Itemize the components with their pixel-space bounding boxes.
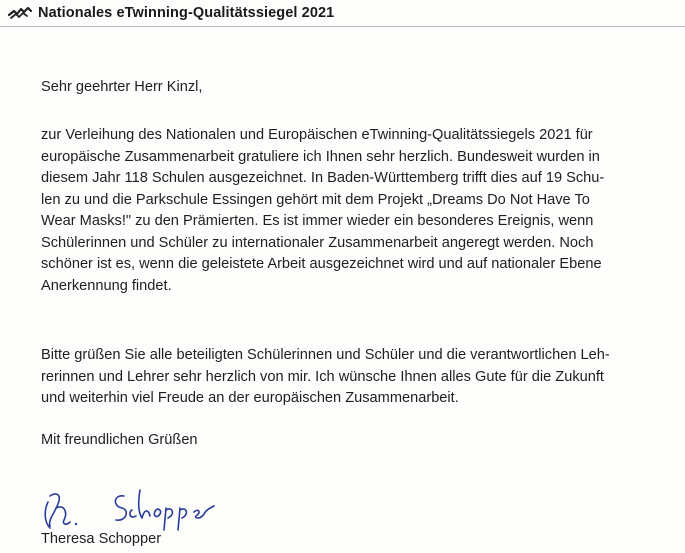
paragraph-2 — [41, 345, 666, 410]
paragraph-line: Anerkennung findet. — [41, 277, 172, 294]
etwinning-logo-icon — [8, 6, 32, 20]
paragraph-line: europäische Zusammenarbeit gratuliere ich Ihnen sehr herzlich. Bundesweit wurden in — [41, 148, 600, 165]
header-divider — [0, 26, 685, 27]
paragraph-line: len zu und die Parkschule Essingen gehört mit dem Projekt „Dreams Do Not Have To — [41, 191, 590, 208]
salutation: Sehr geehrter Herr Kinzl, — [41, 79, 203, 95]
header-title: Nationales eTwinning-Qualitätssiegel 2021 — [38, 5, 335, 21]
paragraph-line: Bitte grüßen Sie alle beteiligten Schülerinnen und Schüler und die verantwortlichen Leh- — [41, 347, 610, 363]
paragraph-line: und weiterhin viel Freude an der europäischen Zusammenarbeit. — [41, 390, 459, 406]
paragraph-line: Schülerinnen und Schüler zu internationaler Zusammenarbeit angeregt werden. Noch — [41, 234, 594, 251]
paragraph-1 — [41, 125, 666, 297]
signature-strokes — [45, 490, 214, 530]
closing-phrase: Mit freundlichen Grüßen — [41, 432, 198, 448]
paragraph-line: rerinnen und Lehrer sehr herzlich von mir. Ich wünsche Ihnen alles Gute für die Zukunft — [41, 368, 604, 385]
paragraph-line: zur Verleihung des Nationalen und Europäischen eTwinning-Qualitätssiegels 2021 für — [41, 127, 593, 143]
paragraph-line: Wear Masks!" zu den Prämierten. Es ist immer wieder ein besonderes Ereignis, wenn — [41, 213, 594, 229]
handwritten-signature — [38, 482, 218, 534]
paragraph-line: schöner ist es, wenn die geleistete Arbeit ausgezeichnet wird und auf nationaler Ebene — [41, 256, 602, 272]
signer-name: Theresa Schopper — [41, 531, 162, 547]
paragraph-line: diesem Jahr 118 Schulen ausgezeichnet. In Baden-Württemberg trifft dies auf 19 Schu- — [41, 170, 605, 186]
letter-header — [8, 5, 334, 21]
